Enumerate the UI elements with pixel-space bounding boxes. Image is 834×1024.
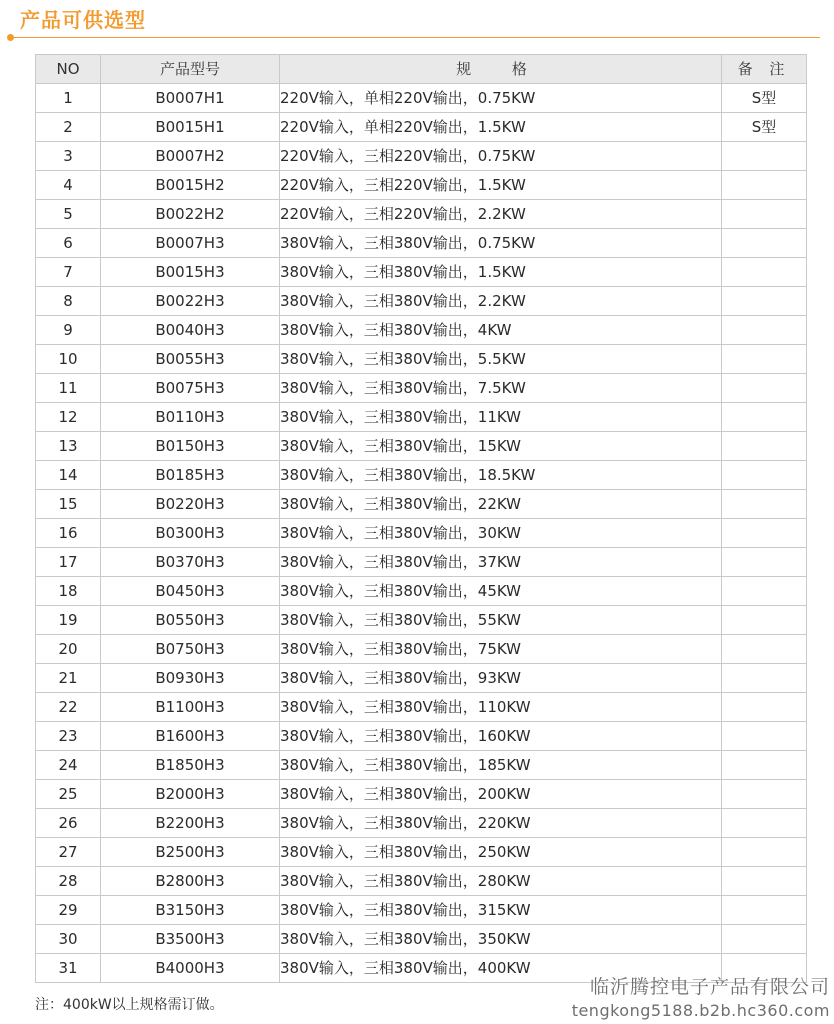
table-row xyxy=(36,896,807,925)
cell-no: 9 xyxy=(36,316,101,345)
cell-spec: 380V输入，三相380V输出，37KW xyxy=(280,548,722,577)
cell-note xyxy=(722,693,807,722)
cell-note xyxy=(722,577,807,606)
cell-model: B0550H3 xyxy=(101,606,280,635)
cell-note xyxy=(722,519,807,548)
cell-spec: 380V输入，三相380V输出，250KW xyxy=(280,838,722,867)
cell-no: 19 xyxy=(36,606,101,635)
cell-spec: 380V输入，三相380V输出，5.5KW xyxy=(280,345,722,374)
cell-model: B1600H3 xyxy=(101,722,280,751)
table-row xyxy=(36,374,807,403)
cell-spec: 380V输入，三相380V输出，220KW xyxy=(280,809,722,838)
cell-model: B4000H3 xyxy=(101,954,280,983)
cell-no: 8 xyxy=(36,287,101,316)
cell-note xyxy=(722,316,807,345)
cell-no: 26 xyxy=(36,809,101,838)
cell-no: 27 xyxy=(36,838,101,867)
cell-model: B3500H3 xyxy=(101,925,280,954)
table-row xyxy=(36,809,807,838)
header-model: 产品型号 xyxy=(101,55,280,84)
cell-no: 6 xyxy=(36,229,101,258)
cell-spec: 380V输入，三相380V输出，18.5KW xyxy=(280,461,722,490)
cell-note xyxy=(722,751,807,780)
cell-no: 17 xyxy=(36,548,101,577)
cell-no: 15 xyxy=(36,490,101,519)
cell-no: 5 xyxy=(36,200,101,229)
cell-spec: 380V输入，三相380V输出，11KW xyxy=(280,403,722,432)
cell-no: 14 xyxy=(36,461,101,490)
cell-spec: 380V输入，三相380V输出，7.5KW xyxy=(280,374,722,403)
cell-spec: 380V输入，三相380V输出，110KW xyxy=(280,693,722,722)
cell-note xyxy=(722,432,807,461)
cell-model: B0007H3 xyxy=(101,229,280,258)
cell-note xyxy=(722,171,807,200)
cell-note xyxy=(722,258,807,287)
cell-model: B0015H2 xyxy=(101,171,280,200)
cell-note: S型 xyxy=(722,113,807,142)
cell-spec: 220V输入，单相220V输出，1.5KW xyxy=(280,113,722,142)
cell-no: 30 xyxy=(36,925,101,954)
cell-note xyxy=(722,374,807,403)
cell-spec: 380V输入，三相380V输出，350KW xyxy=(280,925,722,954)
cell-note xyxy=(722,635,807,664)
cell-spec: 220V输入，三相220V输出，0.75KW xyxy=(280,142,722,171)
cell-no: 3 xyxy=(36,142,101,171)
cell-model: B0300H3 xyxy=(101,519,280,548)
cell-model: B0930H3 xyxy=(101,664,280,693)
table-row xyxy=(36,548,807,577)
table-row xyxy=(36,287,807,316)
table-row xyxy=(36,838,807,867)
cell-spec: 380V输入，三相380V输出，1.5KW xyxy=(280,258,722,287)
cell-note xyxy=(722,809,807,838)
product-spec-table xyxy=(35,54,807,983)
cell-spec: 380V输入，三相380V输出，22KW xyxy=(280,490,722,519)
cell-spec: 380V输入，三相380V输出，400KW xyxy=(280,954,722,983)
table-row xyxy=(36,113,807,142)
cell-spec: 380V输入，三相380V输出，55KW xyxy=(280,606,722,635)
cell-model: B2800H3 xyxy=(101,867,280,896)
cell-no: 4 xyxy=(36,171,101,200)
cell-no: 31 xyxy=(36,954,101,983)
section-title: 产品可供选型 xyxy=(20,8,146,32)
cell-model: B2500H3 xyxy=(101,838,280,867)
cell-spec: 220V输入，三相220V输出，2.2KW xyxy=(280,200,722,229)
table-body xyxy=(36,84,807,983)
cell-no: 24 xyxy=(36,751,101,780)
cell-model: B0040H3 xyxy=(101,316,280,345)
cell-no: 18 xyxy=(36,577,101,606)
cell-note xyxy=(722,229,807,258)
table-row xyxy=(36,345,807,374)
cell-model: B0750H3 xyxy=(101,635,280,664)
table-row xyxy=(36,635,807,664)
cell-no: 12 xyxy=(36,403,101,432)
table-row xyxy=(36,693,807,722)
cell-model: B0007H2 xyxy=(101,142,280,171)
header-spec: 规 格 xyxy=(280,55,722,84)
header-no: NO xyxy=(36,55,101,84)
cell-no: 28 xyxy=(36,867,101,896)
cell-no: 10 xyxy=(36,345,101,374)
cell-note: S型 xyxy=(722,84,807,113)
table-row xyxy=(36,867,807,896)
cell-model: B0055H3 xyxy=(101,345,280,374)
table-row xyxy=(36,461,807,490)
table-row xyxy=(36,722,807,751)
cell-note xyxy=(722,461,807,490)
cell-no: 21 xyxy=(36,664,101,693)
cell-no: 13 xyxy=(36,432,101,461)
cell-model: B0022H3 xyxy=(101,287,280,316)
table-row xyxy=(36,432,807,461)
table-row xyxy=(36,925,807,954)
cell-model: B0185H3 xyxy=(101,461,280,490)
cell-note xyxy=(722,548,807,577)
cell-model: B0015H1 xyxy=(101,113,280,142)
cell-note xyxy=(722,142,807,171)
watermark-site: tengkong5188.b2b.hc360.com xyxy=(571,1001,830,1020)
cell-model: B0220H3 xyxy=(101,490,280,519)
cell-spec: 380V输入，三相380V输出，2.2KW xyxy=(280,287,722,316)
cell-note xyxy=(722,345,807,374)
cell-spec: 380V输入，三相380V输出，200KW xyxy=(280,780,722,809)
cell-no: 11 xyxy=(36,374,101,403)
cell-no: 23 xyxy=(36,722,101,751)
cell-spec: 380V输入，三相380V输出，185KW xyxy=(280,751,722,780)
cell-spec: 380V输入，三相380V输出，30KW xyxy=(280,519,722,548)
cell-model: B0110H3 xyxy=(101,403,280,432)
section-header xyxy=(0,0,834,44)
table-row xyxy=(36,229,807,258)
cell-spec: 380V输入，三相380V输出，4KW xyxy=(280,316,722,345)
cell-note xyxy=(722,925,807,954)
cell-note xyxy=(722,664,807,693)
cell-note xyxy=(722,606,807,635)
cell-spec: 220V输入，三相220V输出，1.5KW xyxy=(280,171,722,200)
cell-model: B0450H3 xyxy=(101,577,280,606)
table-row xyxy=(36,751,807,780)
cell-no: 16 xyxy=(36,519,101,548)
cell-spec: 380V输入，三相380V输出，280KW xyxy=(280,867,722,896)
cell-spec: 380V输入，三相380V输出，93KW xyxy=(280,664,722,693)
cell-no: 25 xyxy=(36,780,101,809)
cell-note xyxy=(722,287,807,316)
table-row xyxy=(36,490,807,519)
cell-no: 7 xyxy=(36,258,101,287)
cell-note xyxy=(722,896,807,925)
table-row xyxy=(36,142,807,171)
cell-spec: 380V输入，三相380V输出，160KW xyxy=(280,722,722,751)
cell-spec: 220V输入，单相220V输出，0.75KW xyxy=(280,84,722,113)
cell-note xyxy=(722,867,807,896)
cell-no: 29 xyxy=(36,896,101,925)
header-note: 备 注 xyxy=(722,55,807,84)
cell-note xyxy=(722,838,807,867)
cell-model: B0022H2 xyxy=(101,200,280,229)
cell-model: B2200H3 xyxy=(101,809,280,838)
table-row xyxy=(36,84,807,113)
cell-no: 22 xyxy=(36,693,101,722)
table-header-row xyxy=(36,55,807,84)
table-row xyxy=(36,664,807,693)
cell-model: B1100H3 xyxy=(101,693,280,722)
cell-no: 1 xyxy=(36,84,101,113)
cell-model: B0150H3 xyxy=(101,432,280,461)
cell-note xyxy=(722,403,807,432)
cell-spec: 380V输入，三相380V输出，75KW xyxy=(280,635,722,664)
watermark xyxy=(572,975,830,1023)
cell-model: B3150H3 xyxy=(101,896,280,925)
cell-model: B1850H3 xyxy=(101,751,280,780)
cell-spec: 380V输入，三相380V输出，45KW xyxy=(280,577,722,606)
watermark-company: 临沂腾控电子产品有限公司 xyxy=(589,976,830,998)
table-row xyxy=(36,519,807,548)
cell-no: 2 xyxy=(36,113,101,142)
cell-model: B2000H3 xyxy=(101,780,280,809)
table-row xyxy=(36,780,807,809)
table-row xyxy=(36,403,807,432)
table-row xyxy=(36,606,807,635)
cell-spec: 380V输入，三相380V输出，15KW xyxy=(280,432,722,461)
cell-model: B0370H3 xyxy=(101,548,280,577)
table-row xyxy=(36,316,807,345)
cell-note xyxy=(722,200,807,229)
cell-model: B0007H1 xyxy=(101,84,280,113)
cell-note xyxy=(722,490,807,519)
cell-model: B0015H3 xyxy=(101,258,280,287)
bullet-dot-icon xyxy=(7,34,14,41)
cell-model: B0075H3 xyxy=(101,374,280,403)
header-divider xyxy=(10,37,820,38)
table-row xyxy=(36,258,807,287)
table-row xyxy=(36,200,807,229)
table-row xyxy=(36,577,807,606)
table-row xyxy=(36,171,807,200)
cell-spec: 380V输入，三相380V输出，0.75KW xyxy=(280,229,722,258)
footnote: 注：400kW以上规格需订做。 xyxy=(35,997,224,1013)
cell-spec: 380V输入，三相380V输出，315KW xyxy=(280,896,722,925)
cell-note xyxy=(722,780,807,809)
cell-note xyxy=(722,722,807,751)
cell-no: 20 xyxy=(36,635,101,664)
